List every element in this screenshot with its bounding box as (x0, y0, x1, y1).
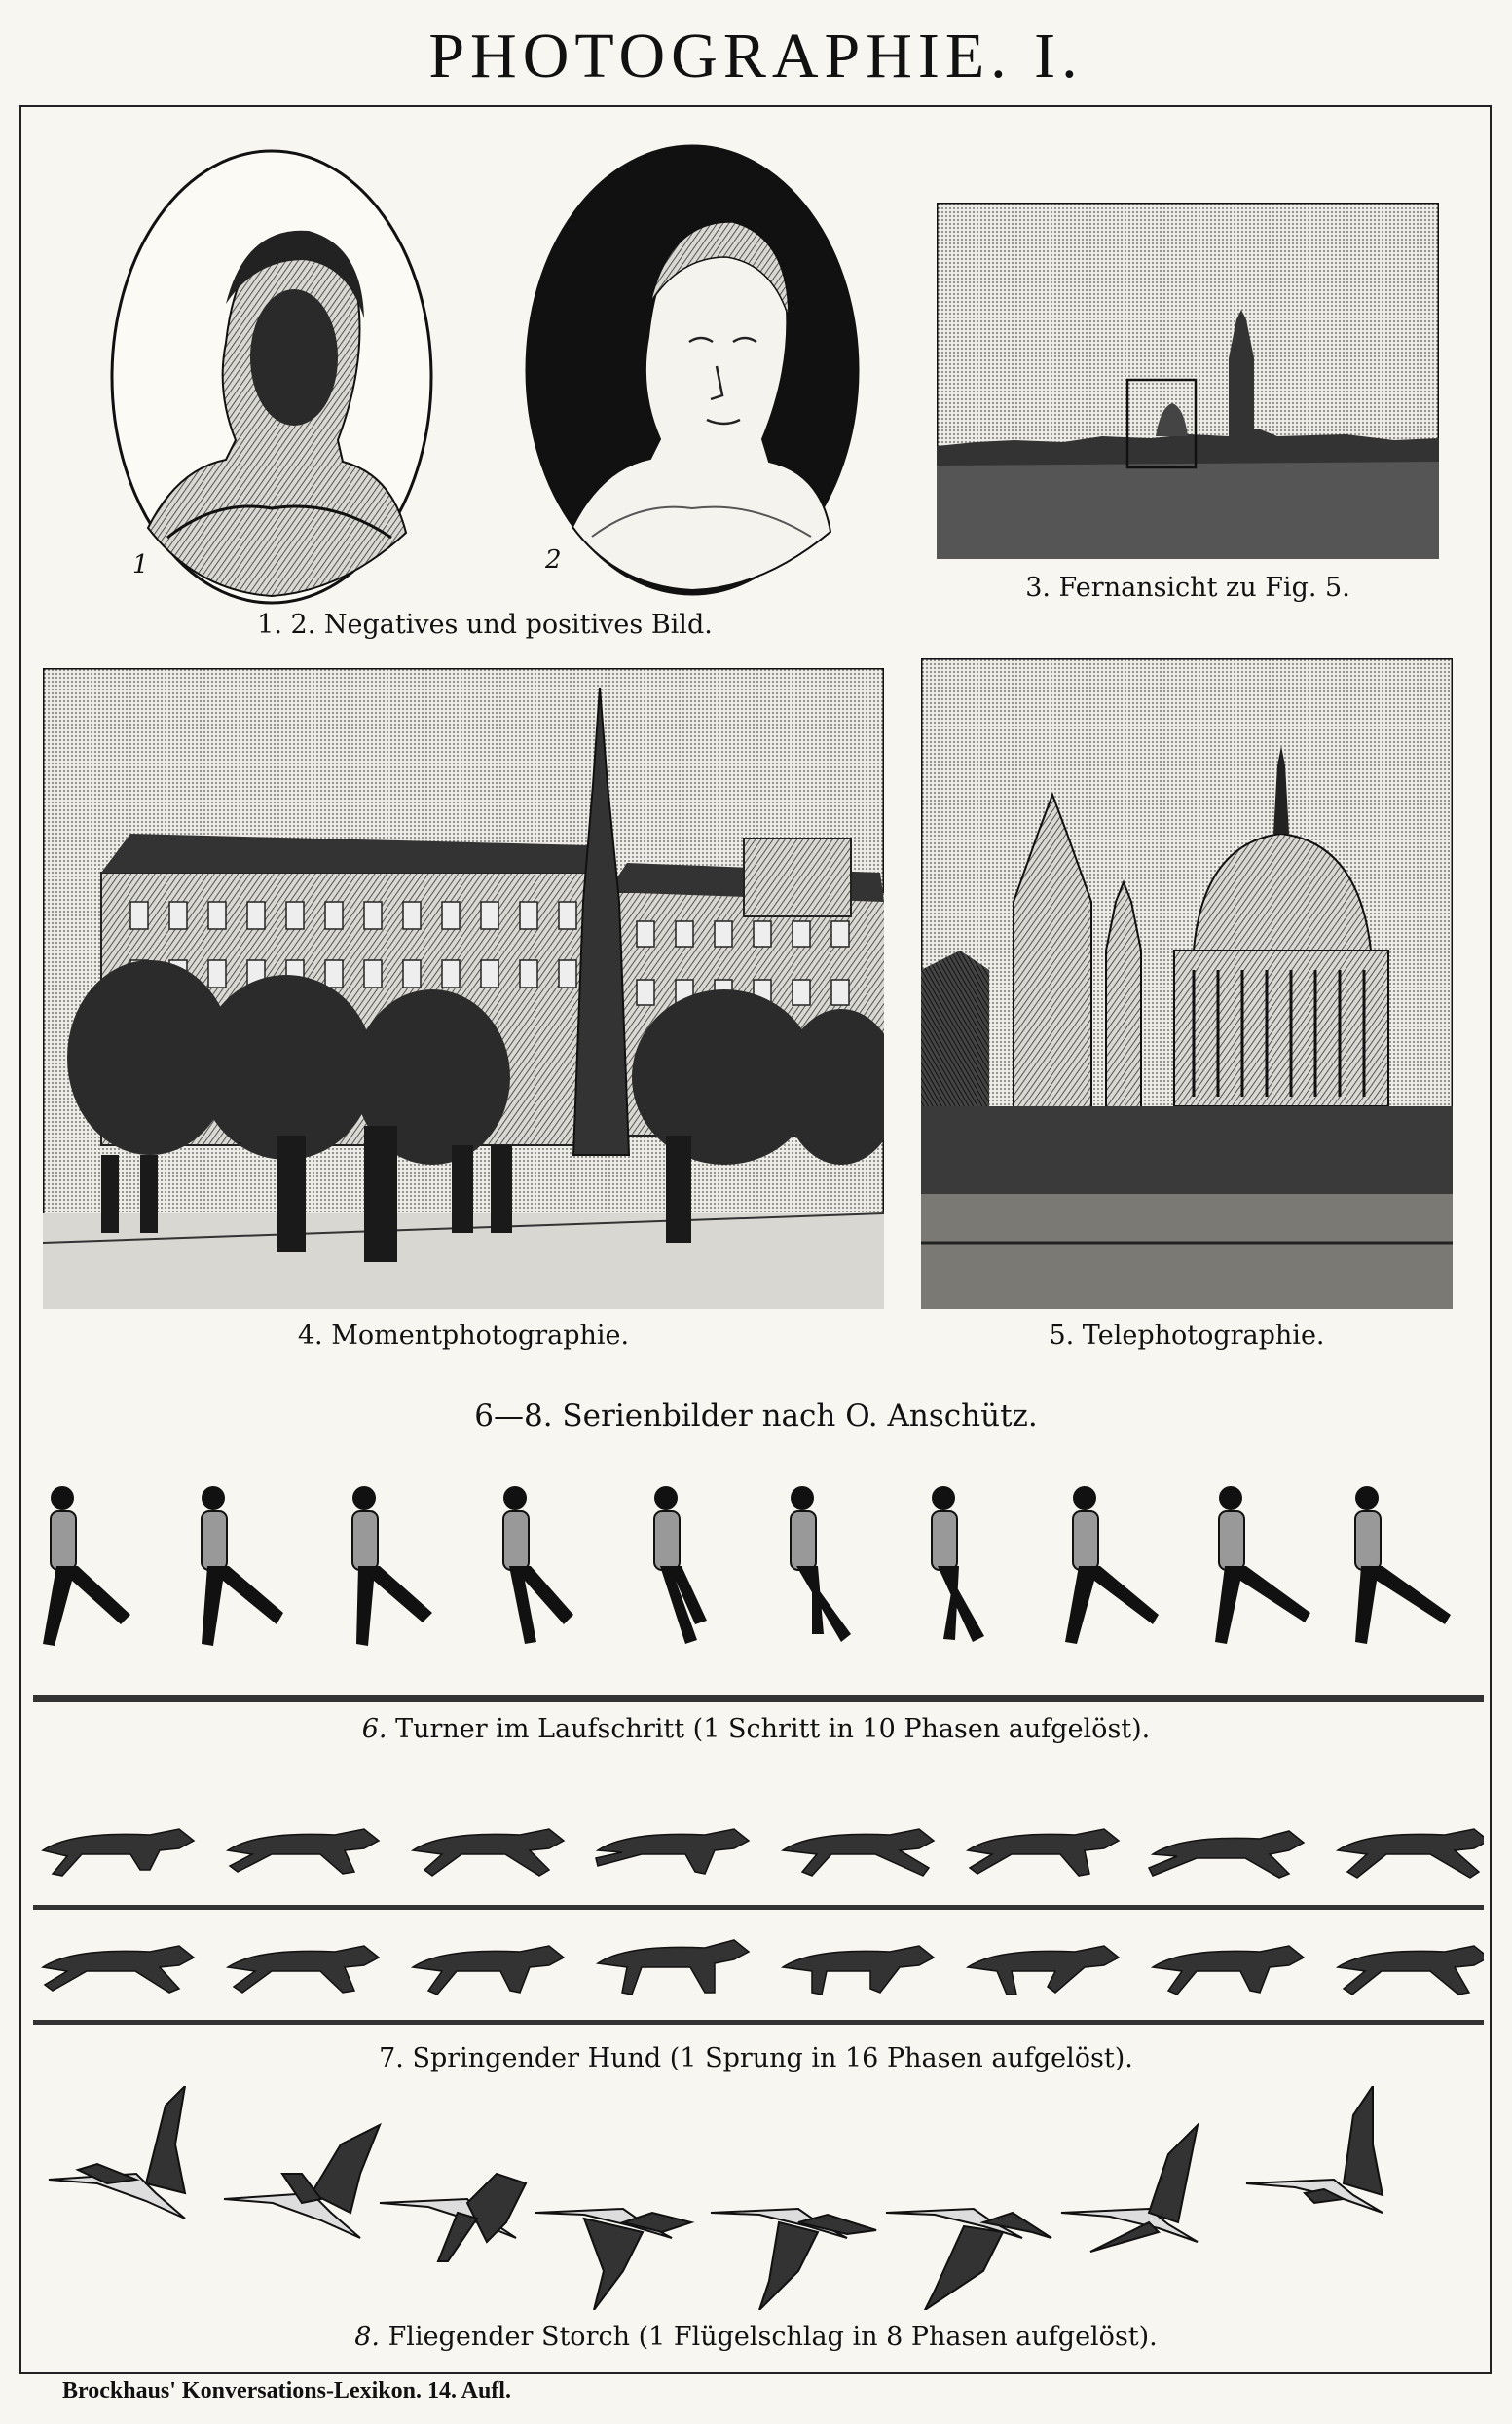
caption-fig4: 4. Momentphotographie. (297, 1321, 630, 1351)
page-title: PHOTOGRAPHIE. I. (428, 20, 1084, 92)
caption-fig8-number: 8. (354, 2322, 380, 2352)
fig5-telephotograph (921, 658, 1453, 1309)
caption-fig6-number: 6. (361, 1714, 387, 1744)
caption-fig7: 7. Springender Hund (1 Sprung in 16 Phasen aufgelöst). (379, 2043, 1133, 2073)
caption-fig8-text: Fliegender Storch (1 Flügelschlag in 8 Phasen aufgelöst). (387, 2322, 1158, 2352)
page-footer: Brockhaus' Konversations-Lexikon. 14. Aufl. (62, 2378, 511, 2404)
fig1-negative-bust (109, 148, 434, 606)
fig2-label: 2 (545, 545, 562, 575)
fig7-dog-series (33, 1813, 1484, 2028)
caption-fig6-text: Turner im Laufschritt (1 Schritt in 10 Phasen aufgelöst). (395, 1714, 1151, 1744)
fig2-positive-bust (524, 142, 861, 598)
fig4-street-scene (43, 668, 884, 1309)
fig8-stork-series (39, 2086, 1480, 2310)
fig1-label: 1 (132, 550, 149, 579)
caption-fig3: 3. Fernansicht zu Fig. 5. (1025, 573, 1350, 603)
caption-fig6 (0, 1714, 1512, 1744)
caption-fig1-2: 1. 2. Negatives und positives Bild. (257, 610, 713, 640)
runner-phase (43, 1486, 1451, 1646)
caption-fig8 (0, 2322, 1512, 2352)
caption-fig5: 5. Telephotographie. (1049, 1321, 1325, 1351)
series-heading: 6—8. Serienbilder nach O. Anschütz. (474, 1398, 1038, 1434)
fig6-runner-series (33, 1478, 1484, 1702)
fig3-distant-view (937, 203, 1439, 559)
